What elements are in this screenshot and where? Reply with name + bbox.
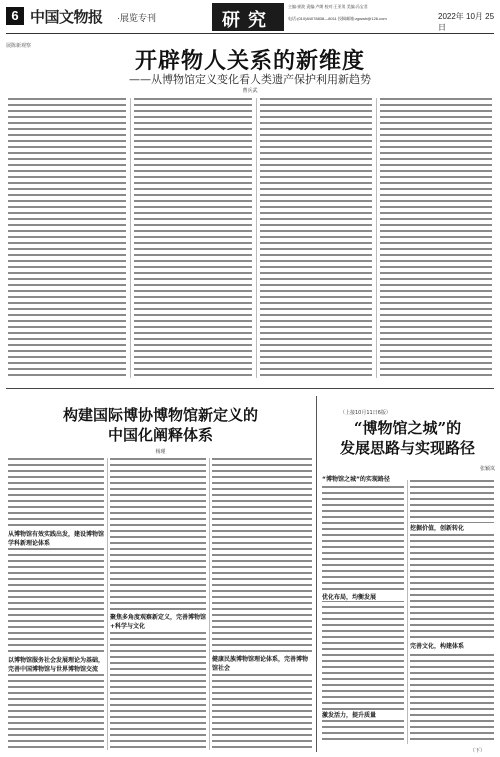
left-article-title-line2: 中国化阐释体系 <box>107 426 213 444</box>
right-article-author: 张颖岚 <box>479 466 495 472</box>
left-article-body-col2 <box>110 458 206 750</box>
left-section-heading: 从博物馆有效实践出发，建设博物馆学科新理论体系 <box>8 531 105 547</box>
issue-date: 2022年 10月 25日 <box>438 12 495 32</box>
right-article-title-line1: “博物馆之城”的 <box>353 419 462 437</box>
top-article-title: 开辟物人关系的新维度 <box>134 48 365 74</box>
end-mark: （下） <box>470 748 486 754</box>
right-section-heading: 完善文化，构建体系 <box>410 641 494 650</box>
left-section-heading: 以博物馆服务社会发展理论为基础，完善中国博物馆与世界博物馆交流 <box>8 657 105 673</box>
column-divider <box>376 98 377 378</box>
left-section-heading: 聚焦多角度观察新定义，完善博物馆+科学与文化 <box>110 614 207 630</box>
contact-info: 电话:(010)84078838—8011 投稿邮箱:zgwwb@126.com <box>288 16 387 21</box>
top-article-body-col2 <box>134 98 252 378</box>
page-number: 6 <box>6 7 24 25</box>
right-article-body-col1 <box>322 480 404 744</box>
top-article-body-col1 <box>8 98 126 378</box>
right-section-heading: 挖掘价值，创新转化 <box>410 523 494 532</box>
top-article-body-col4 <box>380 98 492 378</box>
right-article-title <box>320 418 495 458</box>
left-article-body-col1 <box>8 458 104 750</box>
section-divider <box>6 388 494 389</box>
column-tag: 展陈新观察 <box>6 43 32 49</box>
section-title: 研究 <box>222 10 274 31</box>
top-article-body-col3 <box>260 98 372 378</box>
special-edition-label: ·展览专刊 <box>117 13 156 23</box>
left-section-heading: 健康民族博物馆理论体系，完善博物馆社会 <box>212 654 312 672</box>
right-section-heading: “博物馆之城”的实现路径 <box>322 474 404 483</box>
left-article-author: 杨瑾 <box>155 449 166 455</box>
editor-credits: 主编:崔波 责编:卢朗 校对:王亚男 美编:冯宝君 <box>288 4 368 9</box>
column-divider <box>107 458 108 750</box>
masthead-divider <box>6 33 494 34</box>
newspaper-logo: 中国文物报 <box>30 8 103 26</box>
top-article-subtitle: ——从博物馆定义变化看人类遗产保护利用新趋势 <box>129 73 371 86</box>
column-divider <box>209 458 210 750</box>
continued-note: （上接10月11日6版） <box>340 410 391 416</box>
right-article-title-line2: 发展思路与实现路径 <box>339 439 475 457</box>
column-divider <box>130 98 131 378</box>
right-article-body-col2 <box>410 480 494 744</box>
left-article-title-line1: 构建国际博协博物馆新定义的 <box>62 406 258 424</box>
column-divider <box>407 480 408 744</box>
top-article-author: 曹兵武 <box>242 88 258 94</box>
left-article-body-col3 <box>212 458 312 750</box>
right-section-heading: 激发活力，提升质量 <box>322 710 404 719</box>
article-divider <box>316 396 317 752</box>
left-article-title <box>8 405 313 445</box>
right-section-heading: 优化布局，均衡发展 <box>322 592 404 601</box>
column-divider <box>256 98 257 378</box>
